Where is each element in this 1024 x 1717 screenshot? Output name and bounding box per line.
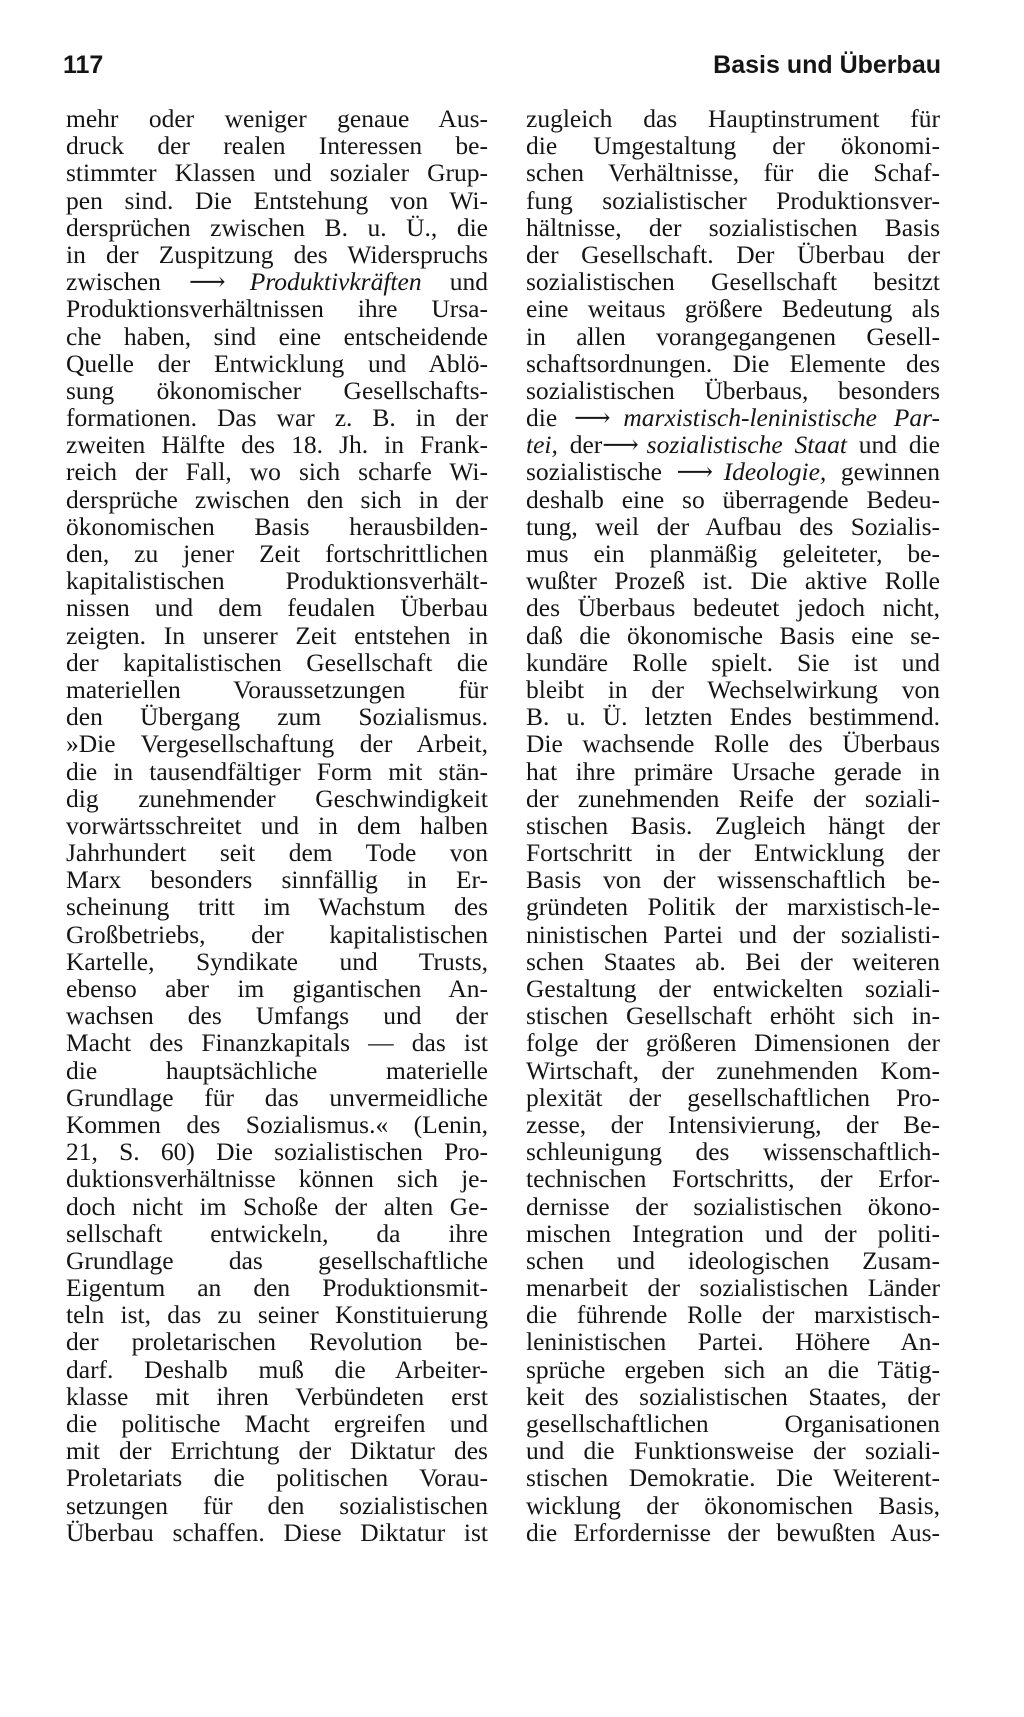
cross-reference-arrow-icon: ⟶ xyxy=(189,267,250,297)
text-line: duktionsverhältnisse können sich je- xyxy=(66,1164,488,1194)
text-line: mehr oder weniger genaue Aus- xyxy=(66,104,488,133)
text-line: dersprüchen zwischen B. u. Ü., die xyxy=(66,212,488,242)
text-line: Grundlage für das unvermeidliche xyxy=(66,1082,488,1112)
text-line: sozialistischen Gesellschaft besitzt xyxy=(526,267,940,297)
text-line: schen Verhältnisse, für die Schaf- xyxy=(526,158,940,188)
text-line: in allen vorangegangenen Gesell- xyxy=(526,321,940,351)
text-line: ninistischen Partei und der sozialisti- xyxy=(526,919,940,949)
text-line: 21, S. 60) Die sozialistischen Pro- xyxy=(66,1137,488,1167)
text-line: teln ist, das zu seiner Konstituierung xyxy=(66,1300,488,1330)
text-line: schen Staates ab. Bei der weiteren xyxy=(526,946,940,976)
text-line: stischen Gesellschaft erhöht sich in- xyxy=(526,1001,940,1031)
text-line: klasse mit ihren Verbündeten erst xyxy=(66,1381,488,1411)
cross-reference-term: sozialistische Staat xyxy=(646,430,847,460)
text-line: der kapitalistischen Gesellschaft die xyxy=(66,647,488,677)
text-line: den Übergang zum Sozialismus. xyxy=(66,702,488,732)
text-line: daß die ökonomische Basis eine se- xyxy=(526,620,940,650)
text-line: der Gesellschaft. Der Überbau der xyxy=(526,239,940,269)
text-line: Kommen des Sozialismus.« (Lenin, xyxy=(66,1109,488,1139)
text-line: sung ökonomischer Gesellschafts- xyxy=(66,375,488,405)
text-line: Fortschritt in der Entwicklung der xyxy=(526,838,940,868)
text-line: des Überbaus bedeutet jedoch nicht, xyxy=(526,593,940,623)
text-line: Proletariats die politischen Vorau- xyxy=(66,1463,488,1493)
text-line: setzungen für den sozialistischen xyxy=(66,1490,488,1520)
text-line: sozialistischen Überbaus, besonders xyxy=(526,375,940,405)
text-line: formationen. Das war z. B. in der xyxy=(66,403,488,433)
text-line: fung sozialistischer Produktionsver- xyxy=(526,185,940,215)
cross-reference-term: Produktivkräften xyxy=(249,267,422,297)
text-line: mit der Errichtung der Diktatur des xyxy=(66,1436,488,1466)
text-line: stischen Demokratie. Die Weiterent- xyxy=(526,1463,940,1493)
text-line: gründeten Politik der marxistisch-le- xyxy=(526,892,940,922)
text-line: zwischen ⟶ Produktivkräften und xyxy=(66,267,488,297)
text-line: wicklung der ökonomischen Basis, xyxy=(526,1490,940,1520)
cross-reference-arrow-icon: ⟶ xyxy=(676,457,724,487)
cross-reference-arrow-icon: ⟶ xyxy=(574,403,624,433)
text-line: Überbau schaffen. Diese Diktatur ist xyxy=(66,1517,488,1547)
text-line: »Die Vergesellschaftung der Arbeit, xyxy=(66,729,488,759)
text-line: pen sind. Die Entstehung von Wi- xyxy=(66,185,488,215)
text-line: Kartelle, Syndikate und Trusts, xyxy=(66,946,488,976)
text-line: Basis von der wissenschaftlich be- xyxy=(526,865,940,895)
text-line: kapitalistischen Produktionsverhält- xyxy=(66,566,488,596)
left-column xyxy=(66,105,488,1546)
text-line: druck der realen Interessen be- xyxy=(66,131,488,161)
text-line: schen und ideologischen Zusam- xyxy=(526,1245,940,1275)
text-line: nissen und dem feudalen Überbau xyxy=(66,593,488,623)
text-line: ebenso aber im gigantischen An- xyxy=(66,974,488,1003)
text-line: deshalb eine so überragende Bedeu- xyxy=(526,484,940,514)
text-line: materiellen Voraussetzungen für xyxy=(66,674,488,704)
text-line: gesellschaftlichen Organisationen xyxy=(526,1409,940,1438)
text-line: eine weitaus größere Bedeutung als xyxy=(526,294,940,324)
text-line: den, zu jener Zeit fortschrittlichen xyxy=(66,539,488,568)
text-line: die Umgestaltung der ökonomi- xyxy=(526,131,940,161)
text-line: folge der größeren Dimensionen der xyxy=(526,1028,940,1058)
text-line: wußter Prozeß ist. Die aktive Rolle xyxy=(526,566,940,596)
text-line: hat ihre primäre Ursache gerade in xyxy=(526,756,940,786)
cross-reference-term: tei, xyxy=(526,430,558,460)
text-line: che haben, sind eine entscheidende xyxy=(66,321,488,351)
text-line: tung, weil der Aufbau des Sozialis- xyxy=(526,511,940,541)
text-line: dersprüche zwischen den sich in der xyxy=(66,484,488,514)
text-line: Marx besonders sinnfällig in Er- xyxy=(66,865,488,895)
text-line: Produktionsverhältnissen ihre Ursa- xyxy=(66,294,488,324)
text-line: die politische Macht ergreifen und xyxy=(66,1409,488,1438)
text-line: Gestaltung der entwickelten soziali- xyxy=(526,974,940,1003)
text-line: Eigentum an den Produktionsmit- xyxy=(66,1273,488,1303)
text-line: zeigten. In unserer Zeit entstehen in xyxy=(66,620,488,650)
text-line: der proletarischen Revolution be- xyxy=(66,1327,488,1357)
right-column xyxy=(526,105,940,1546)
running-head: Basis und Überbau xyxy=(713,51,941,79)
text-line: bleibt in der Wechselwirkung von xyxy=(526,674,940,704)
cross-reference-term: Ideologie, xyxy=(723,457,827,487)
text-line: Großbetriebs, der kapitalistischen xyxy=(66,919,488,949)
text-line: schaftsordnungen. Die Elemente des xyxy=(526,348,940,378)
text-line: und die Funktionsweise der soziali- xyxy=(526,1436,940,1466)
cross-reference-term: marxistisch-leninistische Par- xyxy=(623,403,940,433)
text-line: zugleich das Hauptinstrument für xyxy=(526,104,940,133)
text-line: Grundlage das gesellschaftliche xyxy=(66,1245,488,1275)
text-line: sprüche ergeben sich an die Tätig- xyxy=(526,1354,940,1384)
text-line: vorwärtsschreitet und in dem halben xyxy=(66,810,488,840)
text-line: ökonomischen Basis herausbilden- xyxy=(66,511,488,541)
text-line: technischen Fortschritts, der Erfor- xyxy=(526,1164,940,1194)
text-line: menarbeit der sozialistischen Länder xyxy=(526,1273,940,1303)
text-line: mus ein planmäßig geleiteter, be- xyxy=(526,539,940,568)
text-line: Die wachsende Rolle des Überbaus xyxy=(526,729,940,759)
text-line: zweiten Hälfte des 18. Jh. in Frank- xyxy=(66,430,488,460)
text-line: doch nicht im Schoße der alten Ge- xyxy=(66,1191,488,1221)
text-line: schleunigung des wissenschaftlich- xyxy=(526,1137,940,1167)
text-line: sellschaft entwickeln, da ihre xyxy=(66,1218,488,1248)
text-line: scheinung tritt im Wachstum des xyxy=(66,892,488,922)
text-line: darf. Deshalb muß die Arbeiter- xyxy=(66,1354,488,1384)
text-line: kundäre Rolle spielt. Sie ist und xyxy=(526,647,940,677)
text-line: sozialistische ⟶ Ideologie, gewinnen xyxy=(526,457,940,487)
text-line: stimmter Klassen und sozialer Grup- xyxy=(66,158,488,188)
text-line: hältnisse, der sozialistischen Basis xyxy=(526,212,940,242)
text-line: Jahrhundert seit dem Tode von xyxy=(66,838,488,868)
text-line: der zunehmenden Reife der soziali- xyxy=(526,783,940,813)
text-line: Wirtschaft, der zunehmenden Kom- xyxy=(526,1055,940,1085)
text-line: dig zunehmender Geschwindigkeit xyxy=(66,783,488,813)
text-line: die in tausendfältiger Form mit stän- xyxy=(66,756,488,786)
text-line: mischen Integration und der politi- xyxy=(526,1218,940,1248)
text-line: dernisse der sozialistischen ökono- xyxy=(526,1191,940,1221)
text-line: wachsen des Umfangs und der xyxy=(66,1001,488,1031)
page-number: 117 xyxy=(63,51,104,79)
text-line: plexität der gesellschaftlichen Pro- xyxy=(526,1082,940,1112)
text-line: reich der Fall, wo sich scharfe Wi- xyxy=(66,457,488,487)
cross-reference-arrow-icon: ⟶ xyxy=(602,430,647,460)
text-line: zesse, der Intensivierung, der Be- xyxy=(526,1109,940,1139)
text-line: stischen Basis. Zugleich hängt der xyxy=(526,810,940,840)
text-line: in der Zuspitzung des Widerspruchs xyxy=(66,239,488,269)
text-line: die ⟶ marxistisch-leninistische Par- xyxy=(526,403,940,433)
text-line: Macht des Finanzkapitals — das ist xyxy=(66,1028,488,1058)
text-line: die führende Rolle der marxistisch- xyxy=(526,1300,940,1330)
text-line: die Erfordernisse der bewußten Aus- xyxy=(526,1517,940,1547)
text-line: keit des sozialistischen Staates, der xyxy=(526,1381,940,1411)
text-line: Quelle der Entwicklung und Ablö- xyxy=(66,348,488,378)
text-line: die hauptsächliche materielle xyxy=(66,1055,488,1085)
text-line: B. u. Ü. letzten Endes bestimmend. xyxy=(526,702,940,732)
text-line: leninistischen Partei. Höhere An- xyxy=(526,1327,940,1357)
text-line: tei, der⟶ sozialistische Staat und die xyxy=(526,430,941,460)
